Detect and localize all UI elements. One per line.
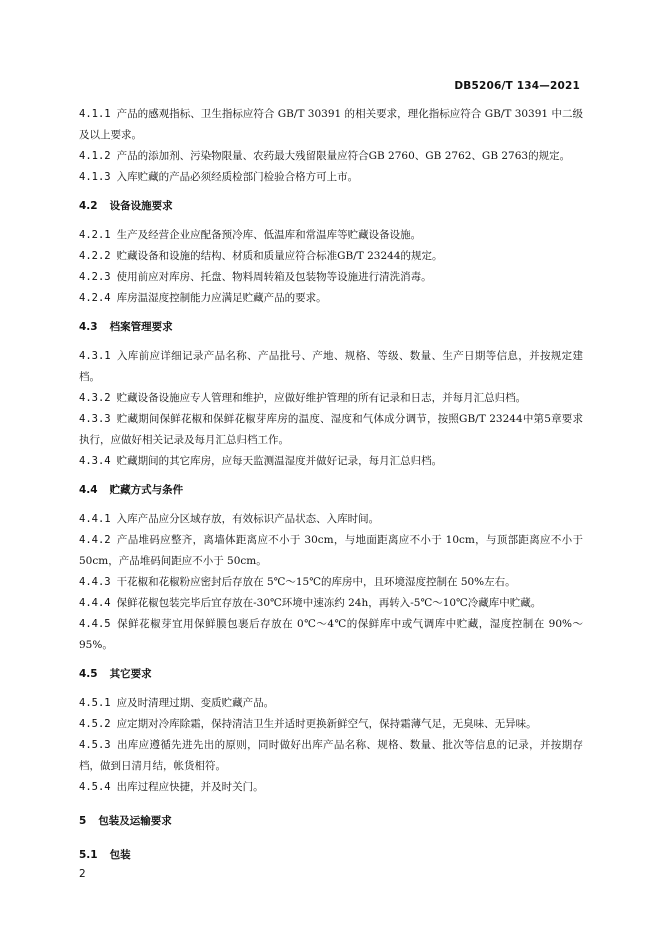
section-heading-4-5: 4.5 其它要求 <box>79 668 152 680</box>
clause-4-3-4: 4.3.4 贮藏期间的其它库房，应每天监测温湿度并做好记录，每月汇总归档。 <box>79 455 443 467</box>
clause-4-2-2: 4.2.2 贮藏设备和设施的结构、材质和质量应符合标准GB/T 23244的规定。 <box>79 250 443 262</box>
section-heading-5-1: 5.1 包装 <box>79 849 131 861</box>
chapter-heading-5: 5 包装及运输要求 <box>79 815 172 827</box>
clause-4-3-1: 4.3.1 入库前应详细记录产品名称、产品批号、产地、规格、等级、数量、生产日期等信息，并按规定建档。 <box>79 350 583 383</box>
clause-4-5-1: 4.5.1 应及时清理过期、变质贮藏产品。 <box>79 697 275 709</box>
clause-4-2-3: 4.2.3 使用前应对库房、托盘、物料周转箱及包装物等设施进行清洗消毒。 <box>79 271 432 283</box>
clause-4-4-5: 4.4.5 保鲜花椒芽宜用保鲜膜包裹后存放在 0℃～4℃的保鲜库中或气调库中贮藏，湿度控制在 90%～95%。 <box>79 618 583 651</box>
clause-4-1-2: 4.1.2 产品的添加剂、污染物限量、农药最大残留限量应符合GB 2760、GB 2762、GB 2763的规定。 <box>79 150 571 162</box>
section-heading-4-3: 4.3 档案管理要求 <box>79 321 173 333</box>
clause-4-2-1: 4.2.1 生产及经营企业应配备预冷库、低温库和常温库等贮藏设备设施。 <box>79 229 422 241</box>
clause-4-1-3: 4.1.3 入库贮藏的产品必须经质检部门检验合格方可上市。 <box>79 171 359 183</box>
document-code: DB5206/T 134—2021 <box>454 80 580 92</box>
clause-4-2-4: 4.2.4 库房温湿度控制能力应满足贮藏产品的要求。 <box>79 292 327 304</box>
clause-4-3-2: 4.3.2 贮藏设备设施应专人管理和维护，应做好维护管理的所有记录和日志，并每月汇总归档。 <box>79 392 527 404</box>
page-content <box>79 104 583 866</box>
section-heading-4-2: 4.2 设备设施要求 <box>79 200 173 212</box>
clause-4-4-2: 4.4.2 产品堆码应整齐，离墙体距离应不小于 30cm，与地面距离应不小于 10cm，与顶部距离应不小于 50cm，产品堆码间距应不小于 50cm。 <box>79 534 583 567</box>
section-heading-4-4: 4.4 贮藏方式与条件 <box>79 484 184 496</box>
clause-4-5-4: 4.5.4 出库过程应快捷，并及时关门。 <box>79 781 264 793</box>
clause-4-4-4: 4.4.4 保鲜花椒包装完毕后宜存放在-30℃环境中速冻约 24h，再转入-5℃～10℃冷藏库中贮藏。 <box>79 597 542 609</box>
clause-4-5-2: 4.5.2 应定期对冷库除霜，保持清洁卫生并适时更换新鲜空气，保持霜薄气足，无臭味、无异味。 <box>79 718 537 730</box>
clause-4-3-3: 4.3.3 贮藏期间保鲜花椒和保鲜花椒芽库房的温度、湿度和气体成分调节，按照GB/T 23244中第5章要求执行，应做好相关记录及每月汇总归档工作。 <box>79 413 583 446</box>
clause-4-1-1: 4.1.1 产品的感观指标、卫生指标应符合 GB/T 30391 的相关要求，理化指标应符合 GB/T 30391 中二级及以上要求。 <box>79 108 583 141</box>
clause-4-4-3: 4.4.3 干花椒和花椒粉应密封后存放在 5℃～15℃的库房中，且环境湿度控制在 50%左右。 <box>79 576 516 588</box>
clause-4-5-3: 4.5.3 出库应遵循先进先出的原则，同时做好出库产品名称、规格、数量、批次等信息的记录，并按期存档，做到日清月结，帐货相符。 <box>79 739 583 772</box>
page-number: 2 <box>79 868 86 880</box>
clause-4-4-1: 4.4.1 入库产品应分区域存放，有效标识产品状态、入库时间。 <box>79 513 380 525</box>
